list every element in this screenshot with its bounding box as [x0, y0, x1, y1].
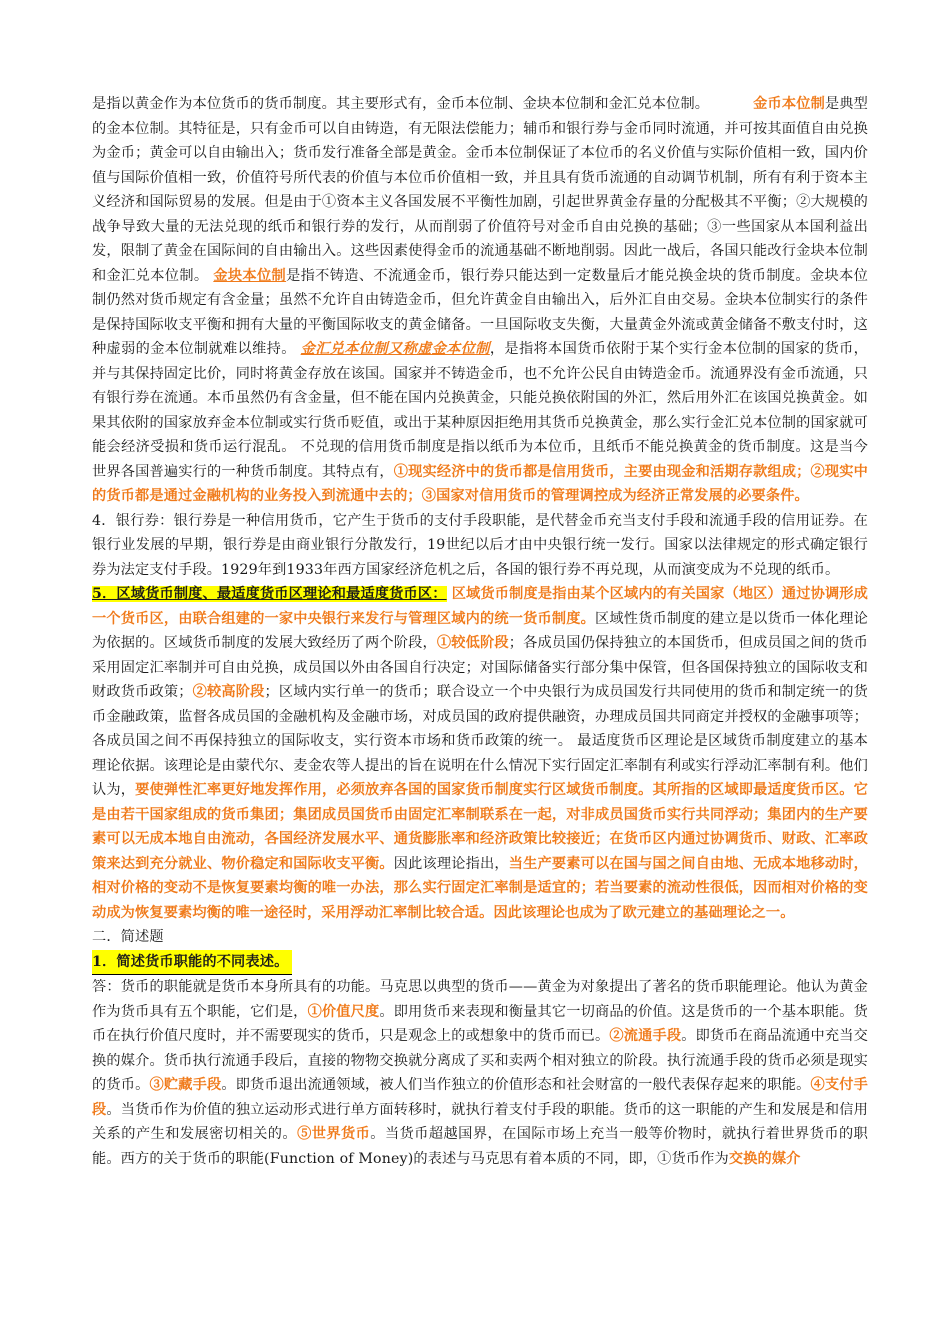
- text: 区域性货币制度的建立是以货币一体化理论为依据的。区域货币制度的发展大致经历了两个阶段，: [92, 610, 868, 651]
- optimum-currency-area-definition: 要使弹性汇率更好地发挥作用，必须放弃各国的国家货币制度实行区域货币制度。其所指的区域即最适度货币区。它是由若干国家组成的货币集团；集团成员国货币由固定汇率制联系在一起，对非成员国货币实行共同浮动；集团内的生产要素可以无成本地自由流动，各国经济发展水平、通货膨胀率和经济政策比较接近；在货币区内通过协调货币、财政、汇率政策来达到充分就业、物价稳定和国际收支平衡。: [92, 782, 869, 872]
- term-medium-of-circulation: ②流通手段: [609, 1028, 682, 1044]
- text: 。当货币超越国界，在国际市场上充当一般等价物时，就执行着世界货币的职能。西方的关于货币的职能(Function of Money)的表述与马克思有着本质的不同，即，①货币作为: [92, 1126, 868, 1167]
- section-title-regional-currency: 5．区域货币制度、最适度货币区理论和最适度货币区：: [92, 586, 447, 602]
- term-medium-of-exchange: 交换的媒介: [728, 1150, 801, 1167]
- paragraph-regional-currency: [92, 582, 868, 925]
- text: 答：货币的职能就是货币本身所具有的功能。马克思以典型的货币——黄金为对象提出了著名的货币职能理论。他认为黄金作为货币具有五个职能，它们是，: [92, 979, 868, 1020]
- term-higher-stage: ②较高阶段: [192, 684, 265, 700]
- question-heading: [92, 950, 868, 976]
- text: ；区域内实行单一的货币；联合设立一个中央银行为成员国发行共同使用的货币和制定统一的货币金融政策，监督各成员国的金融机构及金融市场，对成员国的政府提供融资，办理成员国共同商定并授权的金融事项等；各成员国之间不再保持独立的国际收支，实行资本市场和货币政策的统一。 最适度货币区理论是区域货币制度建立的基本理论依据。该理论是由蒙代尔、麦金农等人提出的旨在说明在什么情况下实行固定汇率制有利或实行浮动汇率制有利。他们认为，: [92, 684, 868, 798]
- term-gold-coin-standard: 金币本位制: [753, 96, 825, 112]
- text: 。即用货币来表现和衡量其它一切商品的价值。这是货币的一个基本职能。货币在执行价值尺度时，并不需要现实的货币，只是观念上的或想象中的货币而已。: [92, 1003, 868, 1044]
- paragraph-banknote: 4．银行券：银行券是一种信用货币，它产生于货币的支付手段职能，是代替金币充当支付手段和流通手段的信用证券。在银行业发展的早期，银行券是由商业银行分散发行，19世纪以后才由中央银行统一发行。国家以法律规定的形式确定银行券为法定支付手段。1929年到1933年西方国家经济危机之后，各国的银行券不再兑现，从而演变成为不兑现的纸币。: [92, 512, 868, 578]
- text: ；各成员国仍保持独立的本国货币，但成员国之间的货币采用固定汇率制并可自由兑换，成员国以外由各国自行决定；对国际储备实行部分集中保管，但各国保持独立的国际收支和财政货币政策；: [92, 635, 868, 700]
- term-means-of-payment: ④支付手段: [92, 1077, 868, 1118]
- document-page: [92, 92, 868, 1171]
- text: ，是指将本国货币依附于某个实行金本位制的国家的货币，并与其保持固定比价，同时将黄金存放在该国。国家并不铸造金币，也不允许公民自由铸造金币。流通界没有金币流通，只有银行券在流通。本币虽然仍有含金量，但不能在国内兑换黄金，只能兑换依附国的外汇，然后用外汇在该国兑换黄金。如果其依附的国家放弃金本位制或实行货币贬值，或出于某种原因拒绝用其货币兑换黄金，那么实行金汇兑本位制的国家就可能会经济受损和货币运行混乱。 不兑现的信用货币制度是指以纸币为本位币，且纸币不能兑换黄金的货币制度。这是当今世界各国普遍实行的一种货币制度。其特点有，: [92, 341, 869, 480]
- text: 是典型的金本位制。其特征是，只有金币可以自由铸造，有无限法偿能力；辅币和银行券与金币同时流通，并可按其面值自由兑换为金币；黄金可以自由输出入；货币发行准备全部是黄金。金币本位制保证了本位币的名义价值与实际价值相一致，国内价值与国际价值相一致，价值符号所代表的价值与本位币价值相一致，并且具有货币流通的自动调节机制，所有有利于资本主义经济和国际贸易的发展。但是由于①资本主义各国发展不平衡性加剧，引起世界黄金存量的分配极其不平衡；②大规模的战争导致大量的无法兑现的纸币和银行券的发行，从而削弱了价值符号对金币自由兑换的基础；③一些国家从本国利益出发，限制了黄金在国际间的自由输出入。这些因素使得金币的流通基础不断地削弱。因此一战后，各国只能改行金块本位制和金汇兑本位制。: [92, 96, 868, 284]
- term-measure-of-value: ①价值尺度: [307, 1003, 380, 1020]
- text: 。即货币退出流通领域，被人们当作独立的价值形态和社会财富的一般代表保存起来的职能。: [221, 1077, 811, 1093]
- term-world-money: ⑤世界货币: [297, 1126, 371, 1142]
- paragraph-answer: [92, 975, 868, 1171]
- text: 因此该理论指出，: [393, 855, 509, 872]
- term-gold-exchange-standard: 金汇兑本位制又称虚金本位制: [300, 341, 490, 357]
- term-store-of-value: ③贮藏手段: [149, 1077, 222, 1093]
- text: 。即货币在商品流通中充当交换的媒介。货币执行流通手段后，直接的物物交换就分离成了买和卖两个相对独立的阶段。执行流通手段的货币必须是现实的货币。: [92, 1028, 868, 1093]
- section-heading-short-answer: 二．简述题: [92, 929, 164, 945]
- text: 是指以黄金作为本位货币的货币制度。其主要形式有，金币本位制、金块本位制和金汇兑本位制。: [92, 96, 710, 112]
- optimum-currency-area-conclusion: 当生产要素可以在国与国之间自由地、无成本地移动时，相对价格的变动不是恢复要素均衡的唯一办法，那么实行固定汇率制是适宜的；若当要素的流动性很低，因而相对价格的变动成为恢复要素均衡的唯一途径时，采用浮动汇率制比较合适。因此该理论也成为了欧元建立的基础理论之一。: [92, 855, 868, 921]
- paragraph-gold-standard: [92, 92, 868, 509]
- fiat-money-characteristics: ①现实经济中的货币都是信用货币，主要由现金和活期存款组成；②现实中的货币都是通过金融机构的业务投入到流通中去的；③国家对信用货币的管理调控成为经济正常发展的必要条件。: [92, 463, 869, 504]
- definition-regional-currency: 区域货币制度是指由某个区域内的有关国家（地区）通过协调形成一个货币区，由联合组建的一家中央银行来发行与管理区域内的统一货币制度。: [92, 586, 869, 627]
- term-gold-bullion-standard: 金块本位制: [213, 267, 287, 284]
- question-1-title: 1．简述货币职能的不同表述。: [92, 950, 292, 976]
- term-lower-stage: ①较低阶段: [436, 635, 509, 651]
- text: 。当货币作为价值的独立运动形式进行单方面转移时，就执行着支付手段的职能。货币的这一职能的产生和发展是和信用关系的产生和发展密切相关的。: [92, 1101, 868, 1142]
- text: 是指不铸造、不流通金币，银行券只能达到一定数量后才能兑换金块的货币制度。金块本位制仍然对货币规定有含金量；虽然不允许自由铸造金币，但允许黄金自由输出入，后外汇自由交易。金块本位制实行的条件是保持国际收支平衡和拥有大量的平衡国际收支的黄金储备。一旦国际收支失衡，大量黄金外流或黄金储备不敷支付时，这种虚弱的金本位制就难以维持。: [92, 267, 868, 357]
